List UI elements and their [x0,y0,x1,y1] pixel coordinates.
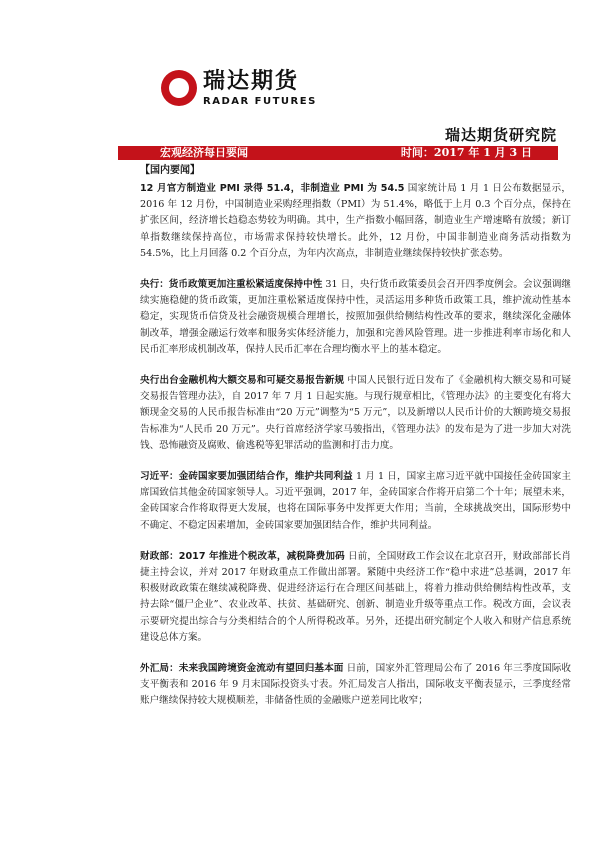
report-date: 时间：2017 年 1 月 3 日 [400,146,532,159]
section-label-domestic: 【国内要闻】 [140,165,200,176]
report-banner [118,146,558,160]
news-headline: 财政部：2017 年推进个税改革，减税降费加码 [140,550,345,562]
company-logo [159,68,359,112]
news-body: 日前，国家外汇管理局公布了 2016 年三季度国际收支平衡表和 2016 年 9 月末国际投资头寸表。外汇局发言人指出，国际收支平衡表显示，三季度经常账户继续保持较大规模顺差，非储备性质的金融账户逆差同比收窄； [140,663,571,707]
news-item [140,277,571,358]
news-headline: 央行出台金融机构大额交易和可疑交易报告新规 [140,375,345,387]
news-item [140,661,571,710]
brand-name-cn: 瑞达期货 [203,69,300,94]
news-body: 中国人民银行近日发布了《金融机构大额交易和可疑交易报告管理办法》，自 2017 年 7 月 1 日起实施。与现行规章相比，《管理办法》的主要变化有将大额现金交易的人民币报告标准由“20 万元”调整为“5 万元”，以及新增以人民币计价的大额跨境交易报告标准为“人民币 20 万元”。央行首席经济学家马骏指出，《管理办法》的发布是为了进一步加大对洗钱、恐怖融资及腐败、偷逃税等犯罪活动的监测和打击力度。 [140,375,571,451]
news-body: 国家统计局 1 月 1 日公布数据显示，2016 年 12 月份，中国制造业采购经理指数（PMI）为 51.4%，略低于上月 0.3 个百分点，保持在扩张区间，经济增长趋稳态势较为明确。其中，生产指数小幅回落，制造业生产增速略有放缓；新订单指数继续保持高位，市场需求保持较快增长。此外，12 月份，中国非制造业商务活动指数为 54.5%，比上月回落 0.2 个百分点，为年内次高点，非制造业继续保持较快扩张态势。 [140,183,571,259]
news-body: 31 日，央行货币政策委员会召开四季度例会。会议强调继续实施稳健的货币政策，更加注重松紧适度保持中性，灵活运用多种货币政策工具，维护流动性基本稳定，实现货币信贷及社会融资规模合理增长，按照加强供给侧结构性改革的要求，继续深化金融体制改革，增强金融运行效率和服务实体经济能力，加强和完善风险管理。进一步推进利率市场化和人民币汇率形成机制改革，保持人民币汇率在合理均衡水平上的基本稳定。 [140,279,572,355]
report-title: 宏观经济每日要闻 [160,146,248,159]
news-body: 1 月 1 日，国家主席习近平就中国接任金砖国家主席国致信其他金砖国家领导人。习近平强调，2017 年，金砖国家合作将开启第二个十年；展望未来，金砖国家合作将取得更大发展，也将在国际事务中发挥更大作用；当前，全球挑战突出，国际形势中不确定、不稳定因素增加，金砖国家要加强团结合作，维护共同利益。 [140,471,572,531]
news-headline: 外汇局：未来我国跨境资金流动有望回归基本面 [140,663,344,675]
radar-logo-icon [159,68,199,108]
news-item [140,181,571,262]
news-headline: 习近平：金砖国家要加强团结合作，维护共同利益 [140,471,353,483]
news-item [140,373,571,454]
news-headline: 12 月官方制造业 PMI 录得 51.4，非制造业 PMI 为 54.5 [140,183,405,194]
news-item [140,469,571,534]
news-list [140,181,571,725]
news-item [140,549,571,646]
news-headline: 央行：货币政策更加注重松紧适度保持中性 [140,279,323,291]
news-body: 日前，全国财政工作会议在北京召开，财政部部长肖捷主持会议，并对 2017 年财政重点工作做出部署。紧随中央经济工作“稳中求进”总基调，2017 年积极财政政策在继续减税降费、促进经济运行在合理区间基础上，将着力推动供给侧结构性改革，支持去除“僵尸企业”、农业改革、扶贫、基础研究、创新、制造业升级等重点工作。税改方面，会议表示要研究提出综合与分类相结合的个人所得税改革。另外，还提出研究制定个人收入和财产信息系统建设总体方案。 [140,550,571,643]
brand-name-en: RADAR FUTURES [203,96,317,107]
institute-name: 瑞达期货研究院 [444,126,557,144]
